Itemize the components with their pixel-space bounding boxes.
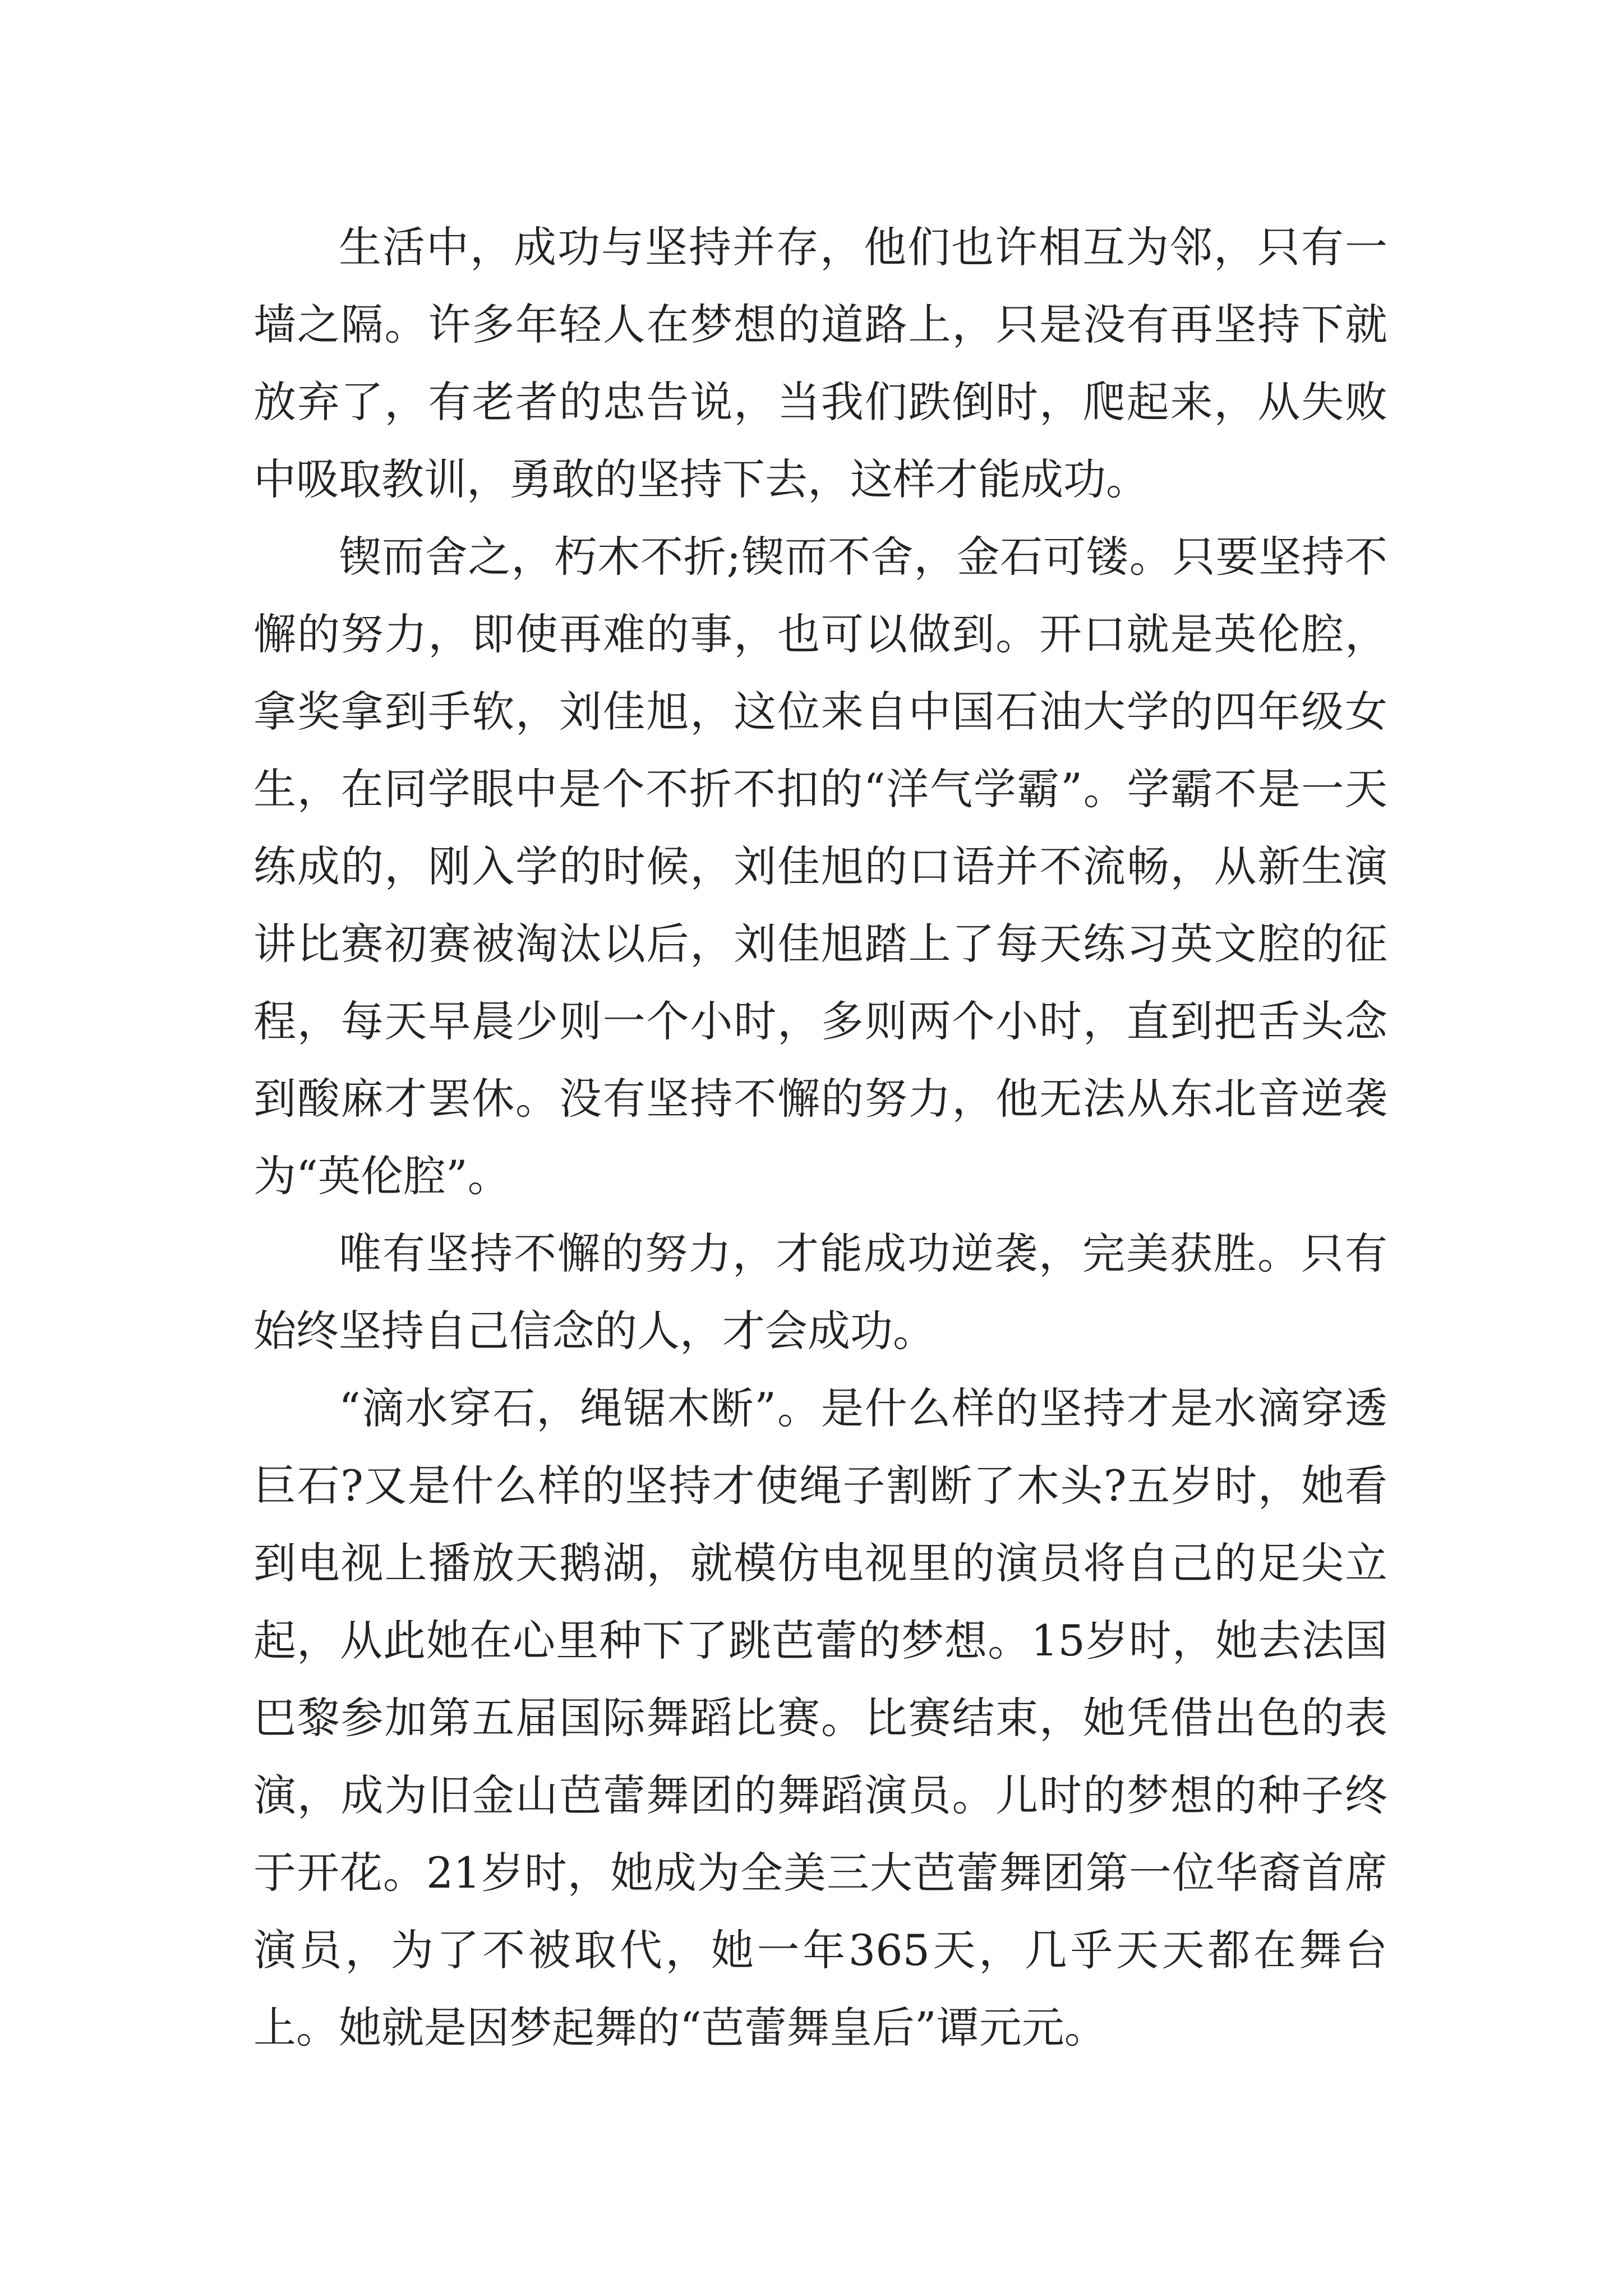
paragraph-1: 生活中，成功与坚持并存，他们也许相互为邻，只有一墙之隔。许多年轻人在梦想的道路上，只是没有再坚持下就放弃了，有老者的忠告说，当我们跌倒时，爬起来，从失败中吸取教训，勇敢的坚持下去，这样才能成功。	[253, 222, 1387, 504]
paragraph-4: “滴水穿石，绳锯木断”。是什么样的坚持才是水滴穿透巨石?又是什么样的坚持才使绳子割断了木头?五岁时，她看到电视上播放天鹅湖，就模仿电视里的演员将自己的足尖立起，从此她在心里种下了跳芭蕾的梦想。15岁时，她去法国巴黎参加第五届国际舞蹈比赛。比赛结束，她凭借出色的表演，成为旧金山芭蕾舞团的舞蹈演员。儿时的梦想的种子终于开花。21岁时，她成为全美三大芭蕾舞团第一位华裔首席演员，为了不被取代，她一年365天，几乎天天都在舞台上。她就是因梦起舞的“芭蕾舞皇后”谭元元。	[253, 1383, 1387, 2053]
paragraph-2: 锲而舍之，朽木不折;锲而不舍，金石可镂。只要坚持不懈的努力，即使再难的事，也可以做到。开口就是英伦腔，拿奖拿到手软，刘佳旭，这位来自中国石油大学的四年级女生，在同学眼中是个不折不扣的“洋气学霸”。学霸不是一天练成的，刚入学的时候，刘佳旭的口语并不流畅，从新生演讲比赛初赛被淘汰以后，刘佳旭踏上了每天练习英文腔的征程，每天早晨少则一个小时，多则两个小时，直到把舌头念到酸麻才罢休。没有坚持不懈的努力，他无法从东北音逆袭为“英伦腔”。	[253, 532, 1387, 1201]
body-text	[253, 209, 1387, 2067]
paragraph-3: 唯有坚持不懈的努力，才能成功逆袭，完美获胜。只有始终坚持自己信念的人，才会成功。	[253, 1228, 1387, 1356]
